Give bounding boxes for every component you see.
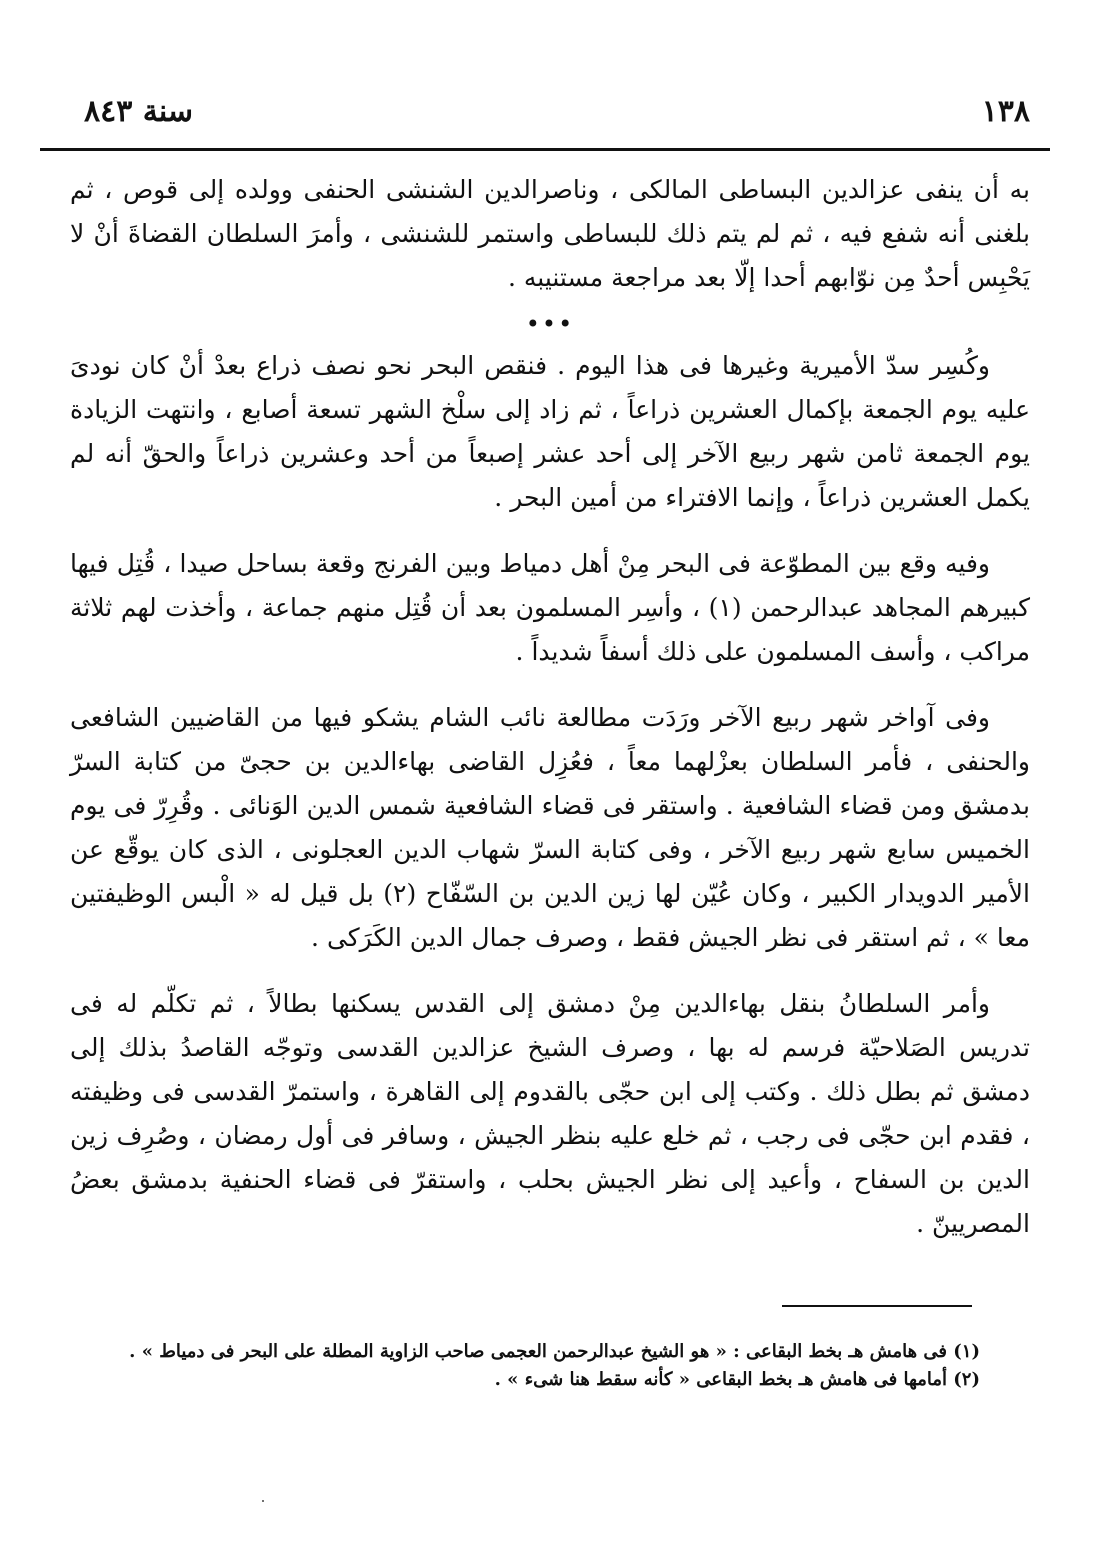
- paragraph-2: وكُسِر سدّ الأميرية وغيرها فى هذا اليوم . فنقص البحر نحو نصف ذراع بعدْ أنْ كان نودىَ عليه يوم الجمعة بإكمال العشرين ذراعاً ، ثم زاد إلى سلْخ الشهر تسعة أصابع ، وانتهت الزيادة يوم الجمعة ثامن شهر ربيع الآخر إلى أحد عشر إصبعاً من أحد وعشرين ذراعاً والحقّ أنه لم يكمل العشرين ذراعاً ، وإنما الافتراء من أمين البحر .: [70, 351, 1030, 512]
- paragraph-5: وأمر السلطانُ بنقل بهاءالدين مِنْ دمشق إلى القدس يسكنها بطالاً ، ثم تكلّم له فى تدريس الصَلاحيّة فرسم له بها ، وصرف الشيخ عزالدين القدسى وتوجّه القاصدُ بذلك إلى دمشق ثم بطل ذلك . وكتب إلى ابن حجّى بالقدوم إلى القاهرة ، واستمرّ القدسى فى وظيفته ، فقدم ابن حجّى فى رجب ، ثم خلع عليه بنظر الجيش ، وسافر فى أول رمضان ، وصُرِف زين الدين بن السفاح ، وأعيد إلى نظر الجيش بحلب ، واستقرّ فى قضاء الحنفية بدمشق بعضُ المصريينّ .: [70, 989, 1030, 1238]
- header-rule: [40, 148, 1050, 151]
- year-heading: سنة ٨٤٣: [84, 94, 194, 129]
- footnote-1: (١) فى هامش هـ بخط البقاعى : « هو الشيخ عبدالرحمن العجمى صاحب الزاوية المطلة على البحر فى دمياط » .: [129, 1341, 980, 1362]
- scan-speck: [262, 1500, 264, 1502]
- section-separator: •••: [525, 310, 575, 338]
- footnote-rule: [782, 1305, 972, 1307]
- page-number: ١٣٨: [981, 94, 1030, 129]
- footnotes: [70, 1338, 980, 1394]
- footnote-2: (٢) أمامها فى هامش هـ بخط البقاعى « كأنه سقط هنا شىء » .: [494, 1369, 980, 1390]
- paragraph-3: وفيه وقع بين المطوّعة فى البحر مِنْ أهل دمياط وبين الفرنج وقعة بساحل صيدا ، قُتِل فيها كبيرهم المجاهد عبدالرحمن (١) ، وأسِر المسلمون بعد أن قُتِل منهم جماعة ، وأخذت لهم ثلاثة مراكب ، وأسف المسلمون على ذلك أسفاً شديداً .: [70, 549, 1031, 666]
- main-text: [70, 168, 1030, 1268]
- paragraph-4: وفى آواخر شهر ربيع الآخر ورَدَت مطالعة نائب الشام يشكو فيها من القاضيين الشافعى والحنفى ، فأمر السلطان بعزْلهما معاً ، فعُزِل القاضى بهاءالدين بن حجىّ من كتابة السرّ بدمشق ومن قضاء الشافعية . واستقر فى قضاء الشافعية شمس الدين الوَنائى . وقُرِرّ فى يوم الخميس سابع شهر ربيع الآخر ، وفى كتابة السرّ شهاب الدين العجلونى ، الذى كان يوقّع عن الأمير الدويدار الكبير ، وكان عُيّن لها زين الدين بن السّفّاح (٢) بل قيل له « الْبس الوظيفتين معا » ، ثم استقر فى نظر الجيش فقط ، وصرف جمال الدين الكَرَكى .: [70, 703, 1030, 952]
- paragraph-1: به أن ينفى عزالدين البساطى المالكى ، وناصرالدين الشنشى الحنفى وولده إلى قوص ، ثم بلغنى أنه شفع فيه ، ثم لم يتم ذلك للبساطى واستمر للشنشى ، وأمرَ السلطان القضاةَ أنْ لا يَحْبِس أحدٌ مِن نوّابهم أحدا إلّا بعد مراجعة مستنيبه .: [70, 175, 1030, 292]
- running-header: [40, 88, 1050, 136]
